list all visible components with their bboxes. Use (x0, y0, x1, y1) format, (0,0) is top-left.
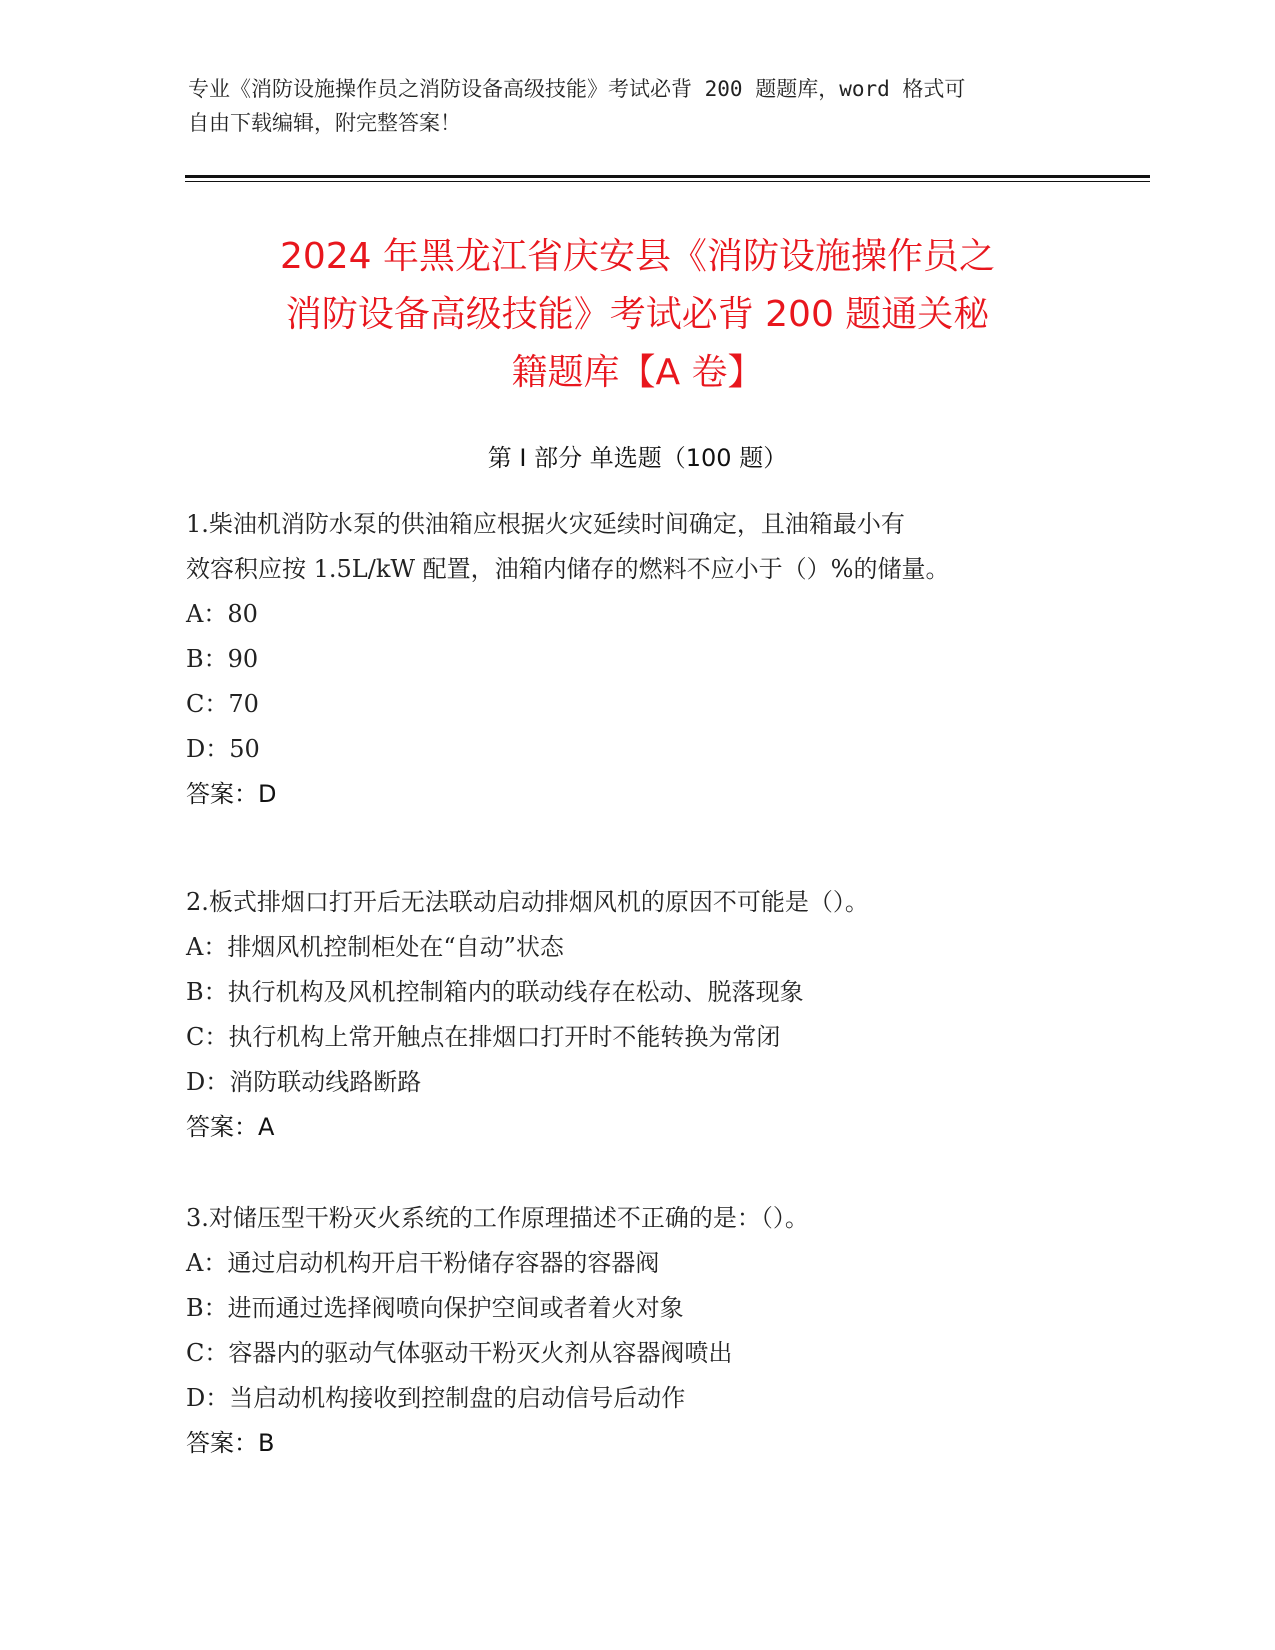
header-note-line-1: 专业《消防设施操作员之消防设备高级技能》考试必背 200 题题库，word 格式可 (188, 77, 966, 101)
question-stem-line: 3.对储压型干粉灭火系统的工作原理描述不正确的是：（）。 (186, 1204, 809, 1232)
answer-line: 答案：B (186, 1429, 275, 1457)
section-heading: 第 I 部分 单选题（100 题） (487, 444, 788, 472)
header-divider-thin (185, 181, 1150, 182)
option-c: C：容器内的驱动气体驱动干粉灭火剂从容器阀喷出 (186, 1339, 733, 1367)
question-stem-line: 2.板式排烟口打开后无法联动启动排烟风机的原因不可能是（）。 (186, 888, 869, 916)
question-2 (186, 880, 1146, 1150)
option-b: B：执行机构及风机控制箱内的联动线存在松动、脱落现象 (186, 978, 804, 1006)
title-line-3: 籍题库【A 卷】 (511, 352, 764, 393)
question-stem-line: 效容积应按 1.5L/kW 配置，油箱内储存的燃料不应小于（）%的储量。 (186, 555, 950, 583)
option-c: C：70 (186, 690, 259, 718)
option-b: B：进而通过选择阀喷向保护空间或者着火对象 (186, 1294, 684, 1322)
header-note-line-2: 自由下载编辑，附完整答案！ (188, 111, 461, 135)
option-a: A：通过启动机构开启干粉储存容器的容器阀 (186, 1249, 660, 1277)
option-d: D：50 (186, 735, 260, 763)
header-divider-thick (185, 175, 1150, 178)
answer-line: 答案：D (186, 780, 277, 808)
answer-line: 答案：A (186, 1113, 275, 1141)
option-d: D：消防联动线路断路 (186, 1068, 422, 1096)
option-c: C：执行机构上常开触点在排烟口打开时不能转换为常闭 (186, 1023, 781, 1051)
document-title (150, 228, 1125, 402)
title-line-2: 消防设备高级技能》考试必背 200 题通关秘 (285, 294, 990, 335)
question-stem-line: 1.柴油机消防水泵的供油箱应根据火灾延续时间确定，且油箱最小有 (186, 510, 905, 538)
option-b: B：90 (186, 645, 259, 673)
option-a: A：80 (186, 600, 258, 628)
option-a: A：排烟风机控制柜处在“自动”状态 (186, 933, 564, 961)
option-d: D：当启动机构接收到控制盘的启动信号后动作 (186, 1384, 686, 1412)
question-3 (186, 1196, 1146, 1466)
document-header-note (188, 72, 1088, 140)
title-line-1: 2024 年黑龙江省庆安县《消防设施操作员之 (279, 236, 996, 277)
question-1 (186, 502, 1146, 817)
